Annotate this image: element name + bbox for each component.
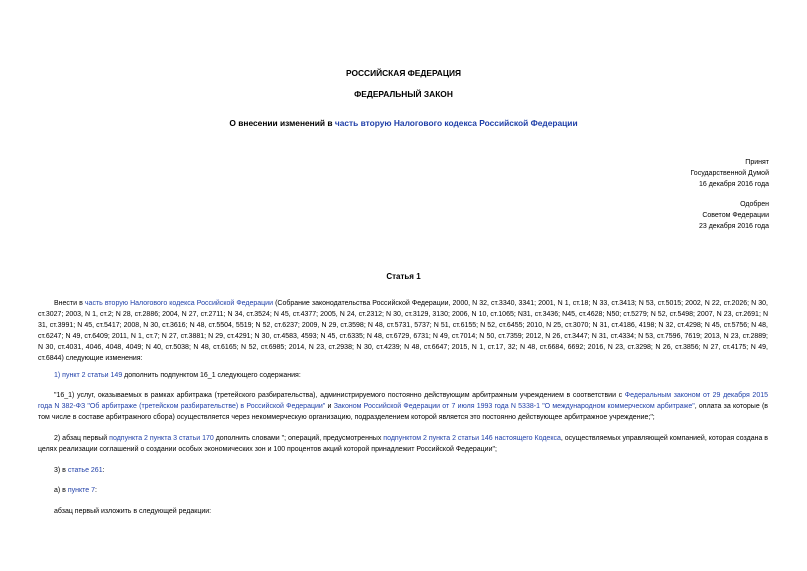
item-3-end: :: [102, 467, 105, 474]
law-type-heading: ФЕДЕРАЛЬНЫЙ ЗАКОН: [354, 89, 453, 99]
item-1-number-link[interactable]: 1): [54, 372, 63, 379]
approved-date: 23 декабря 2016 года: [698, 223, 769, 230]
abzac-paragraph: абзац первый изложить в следующей редакции:: [54, 508, 212, 515]
intro-text: (Собрание законодательства Российской Федерации, 2000, N 32, ст.3340, 3341; 2001, N 1, ст.18; N 33, ст.3413; N 53, ст.5015; 2002, N 22, ст.2026; N 30, ст.3027; 2003, N 1, ст.2; N 28, ст.2886; 2004, N 27, ст.2711; N 34, ст.3524; N 45, ст.4377; 2005, N 24, ст.2312; N 30, ст.3129, 3130; 2006, N 10, ст.1065; N31, ст.3436; N45, ст.4628; N50; ст.5279; N 52, ст.5498; 2007, N 23, ст.2691; N 31, ст.3991; N 45, ст.5417; 2008, N 30, ст.3616; N 48, ст.5504, 5519; N 52, ст.6237; 2009, N 29, ст.3598; N 48, ст.5731, 5737; N 51, ст.6155; N 52, ст.6455; 2010, N 25, ст.3070; N 31, ст.4186, 4198; N 32, ст.4298; N 45, ст.5756; N 48, ст.6247; N 49, ст.6409; 2011, N 1, ст.7; N 27, ст.3881; N 29, ст.4291; N 30, ст.4583, 4593; N 45, ст.6335; N 48, ст.6729, 6731; N 49, ст.7014; N 50, ст.7359; 2012, N 26, ст.3447; N 31, ст.4334; N 53, ст.7596, 7619; 2013, N 23, ст.2889; N 30, ст.4031, 4046, 4048, 4049; N 40, ст.5038; N 48, ст.6165; N 52, ст.6985; 2014, N 23, ст.2938; N 30, ст.4239; N 48, ст.6647; 2015, N 1, ст.17, 32; N 48, ст.6684, 6692; 2016, N 23, ст.3298; N 26, ст.3856; N 27, ст.4175; N 49, ст.6844) следующие изменения:: [38, 300, 768, 362]
law-5338-link[interactable]: Законом Российской Федерации от 7 июля 1993 года N 5338-1 "О международном коммерческом арбитраже": [333, 402, 695, 410]
tax-code-part2-link[interactable]: часть вторую Налогового кодекса Российской Федерации: [334, 118, 578, 128]
adopted-block: [690, 157, 769, 190]
article-146-link[interactable]: подпунктом 2 пункта 2 статьи 146 настоящего Кодекса: [383, 435, 561, 442]
quote-text-2: и: [325, 402, 334, 410]
article-261-link[interactable]: статье 261: [67, 467, 103, 474]
point-7-link[interactable]: пункте 7: [67, 487, 95, 494]
item-2-text-1: 2) абзац первый: [54, 435, 110, 442]
article-149-link[interactable]: пункт 2 статьи 149: [62, 372, 123, 379]
quote-paragraph: [38, 391, 768, 424]
item-2-paragraph: [38, 434, 768, 456]
item-2-text-3: , осуществляемых управляющей компанией, которая создана в целях реализации соглашений о создании особых экономических зон и 100 процентов акций которой принадлежит Российской Федерации";: [38, 435, 769, 453]
item-1-text: дополнить подпунктом 16_1 следующего содержания:: [122, 372, 301, 379]
adopted-body: Государственной Думой: [690, 170, 769, 177]
article-intro-paragraph: [38, 299, 768, 364]
sub-a-text: а) в: [54, 487, 68, 494]
quote-text-3: , оплата за которые (в том числе в составе арбитражного сбора) осуществляется через некоммерческую организацию, подразделением которой является это постоянно действующее арбитражное учреждение;";: [38, 402, 769, 421]
item-3-text: 3) в: [54, 467, 68, 474]
country-heading: РОССИЙСКАЯ ФЕДЕРАЦИЯ: [345, 68, 462, 78]
sub-a-end: :: [95, 487, 97, 494]
law-title: [0, 118, 807, 128]
intro-prefix: Внести в: [54, 300, 85, 307]
article-heading: Статья 1: [386, 272, 421, 281]
federal-law-382-link[interactable]: Федеральным законом от 29 декабря 2015 года N 382-ФЗ "Об арбитраже (третейском разбирательстве) в Российской Федерации": [38, 392, 769, 410]
sub-item-a-paragraph: [38, 486, 768, 497]
adopted-date: 16 декабря 2016 года: [698, 181, 769, 188]
approved-label: Одобрен: [740, 201, 769, 208]
approved-body: Советом Федерации: [702, 212, 769, 219]
quote-text-1: "16_1) услуг, оказываемых в рамках арбитража (третейского разбирательства), администрируемого постоянно действующим арбитражным учреждением в соответствии с: [54, 392, 625, 399]
law-title-prefix: О внесении изменений в: [229, 118, 335, 128]
approved-block: [699, 199, 769, 232]
intro-tax-code-link[interactable]: часть вторую Налогового кодекса Российской Федерации: [84, 300, 273, 307]
article-170-link[interactable]: подпункта 2 пункта 3 статьи 170: [109, 435, 214, 442]
item-1-paragraph: [38, 371, 768, 382]
item-3-paragraph: [38, 466, 768, 477]
adopted-label: Принят: [745, 159, 769, 166]
item-2-text-2: дополнить словами "; операций, предусмотренных: [213, 435, 384, 442]
